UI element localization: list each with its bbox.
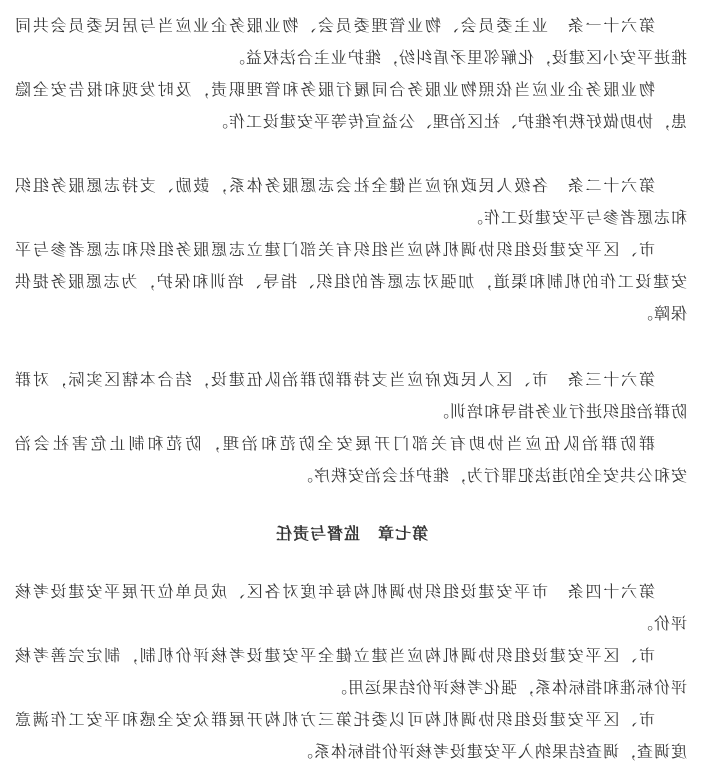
article-62-line-3: 市、区平安建设组织协调机构应当组织有关部门建立志愿服务组织和志愿者参与平 [14, 240, 655, 259]
chapter-heading: 第七章 监督与责任 [275, 524, 429, 543]
article-63-line-1: 第六十三条 市、区人民政府应当支持群防群治队伍建设，结合本辖区实际，对群 [14, 370, 655, 389]
article-64-line-6: 度调查，调查结果纳入平安建设考核评价指标体系。 [295, 742, 687, 761]
article-62-line-2: 和志愿者参与平安建设工作。 [465, 208, 687, 227]
article-64-line-1: 第六十四条 市平安建设组织协调机构每年度对各区、成员单位开展平安建设考核 [14, 582, 655, 601]
article-61-line-4: 患，协助做好秩序维护、社区治理、公益宣传等平安建设工作。 [210, 112, 687, 131]
article-64-line-3: 市、区平安建设组织协调机构应当建立健全平安建设考核评价机制，制定完善考核 [14, 646, 655, 665]
article-62-line-4: 安建设工作的机制和渠道，加强对志愿者的组织、指导、培训和保护，为志愿服务提供 [14, 272, 687, 291]
article-62-line-5: 保障。 [635, 304, 687, 323]
article-64-line-2: 评价。 [635, 614, 687, 633]
article-61-line-1: 第六十一条 业主委员会、物业管理委员会、物业服务企业应当与居民委员会共同 [14, 16, 655, 35]
article-63-line-3: 群防群治队伍应当协助有关部门开展安全防范和治理，防范和制止危害社会治 [14, 434, 655, 453]
article-62-line-1: 第六十二条 各级人民政府应当健全社会志愿服务体系，鼓励、支持志愿服务组织 [14, 176, 655, 195]
article-64-line-4: 评价标准和指标体系，强化考核评价结果运用。 [329, 678, 687, 697]
article-63-line-2: 防群治组织进行业务指导和培训。 [431, 402, 687, 421]
article-63-line-4: 安和公共安全的违法犯罪行为，维护社会治安秩序。 [295, 466, 687, 485]
article-61-line-2: 推进平安小区建设，化解邻里矛盾纠纷，维护业主合法权益。 [227, 48, 687, 67]
article-64-line-5: 市、区平安建设组织协调机构可以委托第三方机构开展群众安全感和平安工作满意 [14, 710, 655, 729]
article-61-line-3: 物业服务企业应当依照物业服务合同履行服务和管理职责，及时发现和报告安全隐 [14, 80, 655, 99]
